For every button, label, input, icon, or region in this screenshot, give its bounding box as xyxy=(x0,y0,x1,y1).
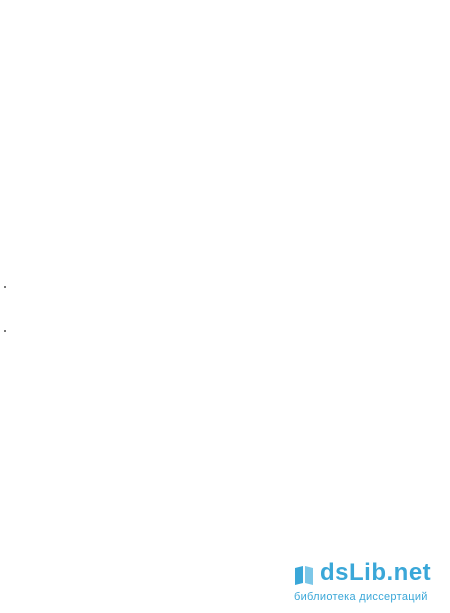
watermark-tagline: библиотека диссертаций xyxy=(294,591,428,603)
watermark xyxy=(292,561,442,607)
margin-mark xyxy=(4,286,6,288)
watermark-name: dsLib.net xyxy=(320,559,432,586)
book-icon xyxy=(292,563,316,587)
margin-mark xyxy=(4,330,6,332)
